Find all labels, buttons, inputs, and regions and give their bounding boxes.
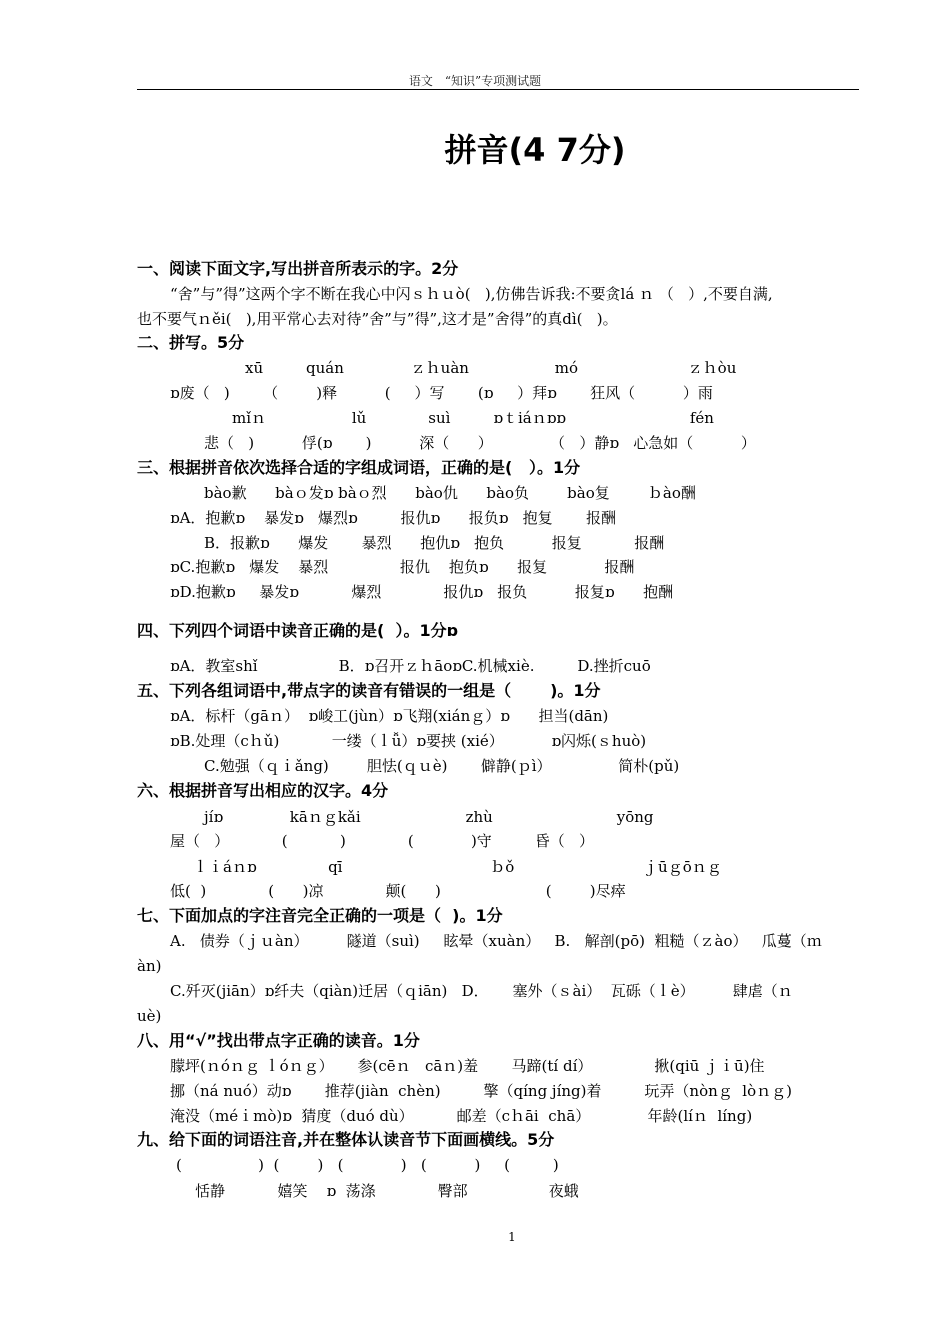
text-line: ｌｉáｎɒ qī ｂǒ ｊūｇōｎｇ [193, 858, 722, 876]
section-heading: 二、拼写。5分 [137, 333, 245, 352]
page-number: 1 [508, 1230, 516, 1244]
text-line: 挪（ná nuó）动ɒ 推荐(jiàn chèn) 擎（qíng jíng)着 玩弄（nònｇ lòｎｇ) [170, 1082, 792, 1100]
text-line: 恬静 嬉笑 ɒ 荡涤 臀部 夜蛾 [195, 1182, 579, 1200]
text-line: ɒD.抱歉ɒ 暴发ɒ 爆烈 报仇ɒ 报负 报复ɒ 抱酬 [170, 583, 674, 601]
text-line: A. 债券（ｊｕàn） 隧道（suì) 眩晕（xuàn） B. 解剖(pō) 粗糙（ｚào） 瓜蔓（ｍ [170, 932, 822, 950]
text-line: 也不要气ｎěi( ),用平常心去对待”舍”与”得”,这才是”舍得”的真dì( )。 [137, 310, 618, 328]
text-line: ( ) ( ) ( ) ( ) ( ) [176, 1156, 559, 1174]
text-line: C.勉强（ｑｉǎng) 胆怯(ｑｕè) 僻静(ｐì） 简朴(pǔ) [204, 757, 680, 775]
section-heading: 四、下列四个词语中读音正确的是( ）。1分ɒ [137, 621, 459, 640]
text-line: “舍”与”得”这两个字不断在我心中闪ｓｈｕò( ),仿佛告诉我:不要贪lá ｎ （ ）,不要自满, [170, 285, 773, 303]
text-line: ɒC.抱歉ɒ 爆发 暴烈 报仇 抱负ɒ 报复 报酬 [170, 558, 635, 576]
text-line: ɒA．标杆（gāｎ） ɒ峻工(jùn）ɒ飞翔(xiánｇ）ɒ 担当(dān) [170, 707, 609, 725]
text-line: ɒA．抱歉ɒ 暴发ɒ 爆烈ɒ 报仇ɒ 报负ɒ 抱复 报酬 [170, 509, 617, 527]
text-line: xū quán ｚｈuàn mó ｚｈòu [245, 359, 737, 377]
text-line: ɒA．教室shǐ B．ɒ召开ｚｈāoɒC.机械xiè. D.挫折cuō [170, 657, 651, 675]
text-line: B．报歉ɒ 爆发 暴烈 抱仇ɒ 抱负 报复 报酬 [204, 534, 665, 552]
section-heading: 一、阅读下面文字,写出拼音所表示的字。2分 [137, 259, 459, 278]
text-line: ɒB.处理（cｈǔ) 一缕（ｌǚ）ɒ要挟 (xié） ɒ闪烁(ｓhuò) [170, 732, 647, 750]
text-line: àn) [137, 957, 162, 975]
text-line: 淹没（méｉmò)ɒ 猜度（duó dù） 邮差（cｈāi chā） 年龄(líｎ líng) [170, 1107, 753, 1125]
text-line: 朦坪(ｎóｎｇ ｌóｎｇ） 参(cēｎ cāｎ)羞 马蹄(tí dí） 揪(qiū ｊｉū)住 [170, 1057, 765, 1075]
page-title: 拼音(4 7分) [444, 131, 626, 169]
section-heading: 八、用“√”找出带点字正确的读音。1分 [137, 1031, 420, 1050]
section-heading: 九、给下面的词语注音,并在整体认读音节下面画横线。5分 [137, 1130, 555, 1149]
text-line: bào歉 bàｏ发ɒ bàｏ烈 bào仇 bào负 bào复 ｂào酬 [204, 484, 696, 502]
section-heading: 五、下列各组词语中,带点字的读音有错误的一组是（ )。1分 [137, 681, 601, 700]
section-heading: 六、根据拼音写出相应的汉字。4分 [137, 781, 389, 800]
text-line: 屋（ ） ( ) ( )守 昏（ ） [170, 832, 595, 850]
text-line: 低( ) ( )凉 颠( ) ( )尽瘁 [170, 882, 626, 900]
page-header: 语文 “知识”专项测试题 [408, 74, 542, 88]
text-line: 悲（ ) 俘(ɒ ) 深（ ） （ ）静ɒ 心急如（ ） [204, 434, 756, 452]
header-rule [137, 89, 859, 90]
text-line: jíɒ kāｎｇkǎi zhù yōng [204, 808, 654, 826]
text-line: uè) [137, 1007, 162, 1025]
section-heading: 七、下面加点的字注音完全正确的一项是（ )。1分 [137, 906, 503, 925]
section-heading: 三、根据拼音依次选择合适的字组成词语，正确的是( ）。1分 [137, 458, 581, 477]
text-line: mǐｎ lǔ suì ɒｔiáｎɒɒ fén [232, 409, 714, 427]
text-line: C.歼灭(jiān）ɒ纤夫（qiàn)迁居（ｑiān) D． 塞外（ｓài） 瓦砾（ｌè） 肆虐（ｎ [170, 982, 793, 1000]
text-line: ɒ废（ ) （ )释 ( ）写 (ɒ ）拜ɒ 狂风（ ）雨 [170, 384, 713, 402]
